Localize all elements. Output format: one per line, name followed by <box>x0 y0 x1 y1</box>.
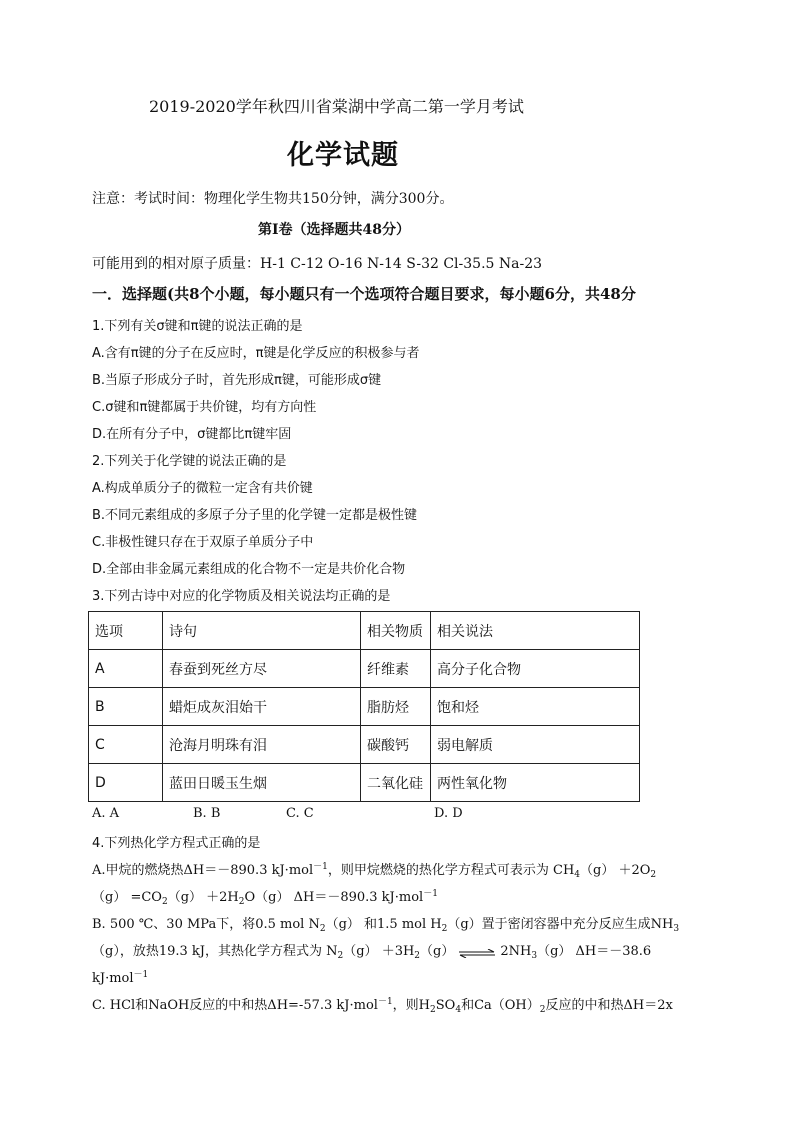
exam-title: 2019-2020学年秋四川省棠湖中学高二第一学月考试 <box>149 97 524 116</box>
table-cell: D <box>89 764 163 802</box>
subscript: 2 <box>319 924 326 934</box>
q1-option-d: D.在所有分子中，σ键都比π键牢固 <box>92 427 292 442</box>
q3-option-d: D. D <box>434 806 463 821</box>
subscript: 2 <box>161 897 168 907</box>
subscript: 2 <box>430 1005 436 1015</box>
q2-option-d: D.全部由非金属元素组成的化合物不一定是共价化合物 <box>92 562 406 577</box>
q2-stem: 2.下列关于化学键的说法正确的是 <box>92 454 287 469</box>
q2-option-c: C.非极性键只存在于双原子单质分子中 <box>92 535 314 550</box>
q4-b-text: kJ·mol <box>92 971 134 986</box>
subscript: 4 <box>574 870 581 880</box>
q4-option-b-line3 <box>92 967 148 986</box>
table-header-cell: 诗句 <box>163 612 361 650</box>
q4-c-text: SO <box>435 998 456 1013</box>
table-cell: 高分子化合物 <box>431 650 640 688</box>
table-cell: 弱电解质 <box>431 726 640 764</box>
section-title: 第I卷（选择题共48分） <box>258 222 411 238</box>
subscript: 3 <box>531 951 538 961</box>
subject-title: 化学试题 <box>287 140 399 171</box>
subscript: 2 <box>414 951 421 961</box>
table-header-cell: 相关物质 <box>361 612 431 650</box>
q4-b-text: 2NH <box>500 944 532 959</box>
table-cell: 沧海月明珠有泪 <box>163 726 361 764</box>
q4-b-text: （g）置于密闭容器中充分反应生成NH <box>447 917 674 932</box>
q2-option-a: A.构成单质分子的微粒一定含有共价键 <box>92 481 313 496</box>
superscript: －1 <box>313 862 328 872</box>
superscript: －1 <box>133 970 149 980</box>
table-row <box>89 688 640 726</box>
q4-c-text: 和Ca（OH） <box>461 998 540 1013</box>
q4-a-text: （g） ＋2H <box>167 890 239 905</box>
table-header-row <box>89 612 640 650</box>
q4-c-text: ，则H <box>392 998 431 1013</box>
table-cell: 纤维素 <box>361 650 431 688</box>
subscript: 2 <box>650 870 657 880</box>
q1-stem: 1.下列有关σ键和π键的说法正确的是 <box>92 319 303 334</box>
q4-b-text: （g），放热19.3 kJ，其热化学方程式为 N <box>92 944 338 959</box>
q4-b-text: B. 500 ℃、30 MPa下，将0.5 mol N <box>92 917 320 932</box>
atomic-masses: 可能用到的相对原子质量：H-1 C-12 O-16 N-14 S-32 Cl-35.5 Na-23 <box>92 256 543 272</box>
q3-option-b: B. B <box>193 806 221 821</box>
table-row <box>89 650 640 688</box>
q4-b-text: （g） ΔH＝－38.6 <box>537 944 652 959</box>
q4-option-a-line2 <box>92 886 438 907</box>
subscript: 4 <box>455 1005 462 1015</box>
table-row <box>89 764 640 802</box>
table-cell: 春蚕到死丝方尽 <box>163 650 361 688</box>
q1-option-c: C.σ键和π键都属于共价键，均有方向性 <box>92 400 317 415</box>
subscript: 3 <box>673 924 680 934</box>
q3-option-c: C. C <box>286 806 314 821</box>
q4-a-text: （g） ＋2O <box>580 863 651 878</box>
subscript: 2 <box>539 1005 546 1015</box>
q4-a-text: ，则甲烷燃烧的热化学方程式可表示为 CH <box>327 863 575 878</box>
q1-option-a: A.含有π键的分子在反应时，π键是化学反应的积极参与者 <box>92 346 420 361</box>
table-cell: B <box>89 688 163 726</box>
table-header-cell: 选项 <box>89 612 163 650</box>
reversible-arrow-icon <box>458 947 496 956</box>
q4-b-text: （g） ＋3H <box>343 944 415 959</box>
q4-option-c-line1 <box>92 994 673 1015</box>
table-cell: C <box>89 726 163 764</box>
q4-stem: 4.下列热化学方程式正确的是 <box>92 836 261 851</box>
q3-table <box>88 611 640 802</box>
q4-b-text: （g） <box>420 944 455 959</box>
table-cell: 蜡炬成灰泪始干 <box>163 688 361 726</box>
table-cell: 脂肪烃 <box>361 688 431 726</box>
q4-c-text: C. HCl和NaOH反应的中和热ΔH=-57.3 kJ·mol <box>92 998 378 1013</box>
table-header-cell: 相关说法 <box>431 612 640 650</box>
q3-option-a: A. A <box>92 806 120 821</box>
part1-title: 一．选择题(共8个小题，每小题只有一个选项符合题目要求，每小题6分，共48分 <box>92 285 636 303</box>
subscript: 2 <box>238 897 245 907</box>
q1-option-b: B.当原子形成分子时，首先形成π键，可能形成σ键 <box>92 373 382 388</box>
table-cell: 两性氧化物 <box>431 764 640 802</box>
table-cell: A <box>89 650 163 688</box>
q4-a-text: A.甲烷的燃烧热ΔH＝－890.3 kJ·mol <box>92 863 314 878</box>
q4-b-text: （g） 和1.5 mol H <box>325 917 442 932</box>
q4-option-b-line1 <box>92 913 679 934</box>
table-cell: 蓝田日暖玉生烟 <box>163 764 361 802</box>
q4-a-text: O（g） ΔH＝－890.3 kJ·mol <box>244 890 424 905</box>
table-row <box>89 726 640 764</box>
exam-notice: 注意：考试时间：物理化学生物共150分钟，满分300分。 <box>92 191 454 207</box>
q4-a-text: （g） =CO <box>92 890 162 905</box>
table-cell: 二氧化硅 <box>361 764 431 802</box>
q4-option-b-line2 <box>92 940 651 961</box>
superscript: －1 <box>377 997 393 1007</box>
q3-stem: 3.下列古诗中对应的化学物质及相关说法均正确的是 <box>92 589 391 604</box>
q2-option-b: B.不同元素组成的多原子分子里的化学键一定都是极性键 <box>92 508 418 523</box>
q4-c-text: 反应的中和热ΔH＝2x <box>545 998 673 1013</box>
q4-option-a-line1 <box>92 859 656 880</box>
subscript: 2 <box>441 924 448 934</box>
table-cell: 饱和烃 <box>431 688 640 726</box>
superscript: －1 <box>423 889 438 899</box>
table-cell: 碳酸钙 <box>361 726 431 764</box>
subscript: 2 <box>337 951 344 961</box>
